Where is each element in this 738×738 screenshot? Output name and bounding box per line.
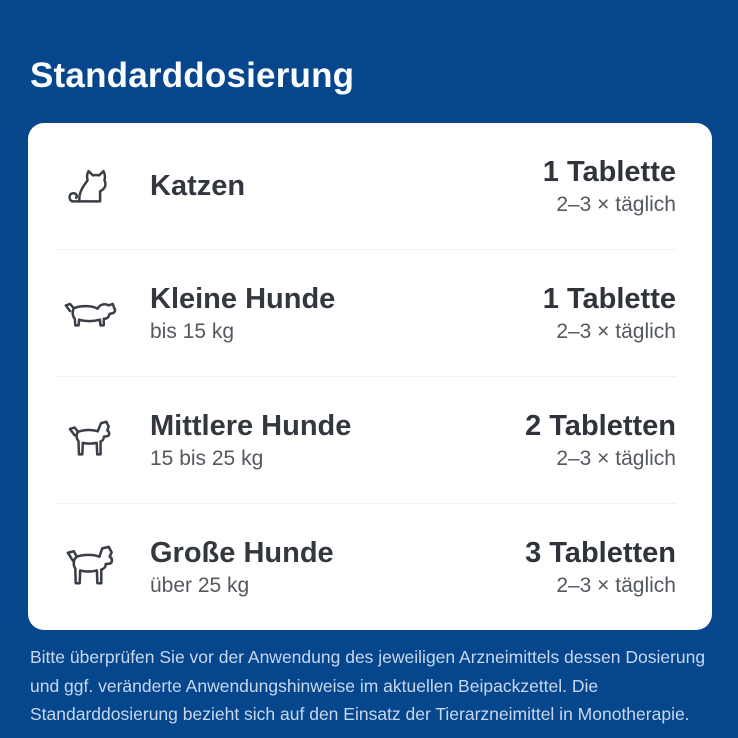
- animal-cell: [150, 536, 525, 599]
- animal-icon-cell: [58, 414, 122, 466]
- dose-cell: [543, 282, 676, 345]
- animal-cell: [150, 169, 543, 204]
- animal-icon-cell: [58, 539, 122, 596]
- animal-name: Große Hunde: [150, 536, 334, 569]
- animal-weight-range: bis 15 kg: [150, 320, 235, 344]
- dose-cell: [543, 155, 676, 218]
- dose-cell: [525, 409, 676, 472]
- dose-frequency: 2–3 × täglich: [556, 447, 676, 471]
- dosage-card: [28, 123, 712, 630]
- dose-amount: 1 Tablette: [542, 282, 676, 315]
- animal-weight-range: über 25 kg: [150, 574, 250, 598]
- table-row: [58, 249, 676, 376]
- dose-frequency: 2–3 × täglich: [556, 193, 676, 217]
- table-row: [58, 376, 676, 503]
- large-dog-icon: [63, 539, 118, 596]
- dose-frequency: 2–3 × täglich: [556, 320, 676, 344]
- dose-amount: 3 Tabletten: [525, 536, 676, 569]
- dose-cell: [525, 536, 676, 599]
- dose-amount: 1 Tablette: [542, 155, 676, 188]
- animal-name: Katzen: [150, 169, 246, 202]
- dose-amount: 2 Tabletten: [525, 409, 676, 442]
- animal-icon-cell: [58, 161, 122, 211]
- small-dog-icon: [63, 294, 117, 332]
- dose-frequency: 2–3 × täglich: [556, 574, 676, 598]
- animal-cell: [150, 409, 525, 472]
- animal-icon-cell: [58, 294, 122, 332]
- page-title: Standarddosierung: [30, 56, 355, 95]
- medium-dog-icon: [66, 414, 114, 466]
- animal-cell: [150, 282, 543, 345]
- animal-name: Kleine Hunde: [150, 282, 336, 315]
- disclaimer-text: Bitte überprüfen Sie vor der Anwendung des jeweiligen Arzneimittels dessen Dosierung und ggf. veränderte Anwendungshinweise im aktuellen Beipackzettel. Die Standarddosierung bezieht sich auf den Einsatz der Tierarzneimittel in Monotherapie.: [30, 647, 706, 725]
- animal-weight-range: 15 bis 25 kg: [150, 447, 264, 471]
- table-row: [58, 503, 676, 630]
- table-row: [58, 123, 676, 249]
- animal-name: Mittlere Hunde: [150, 409, 352, 442]
- cat-icon: [65, 161, 115, 211]
